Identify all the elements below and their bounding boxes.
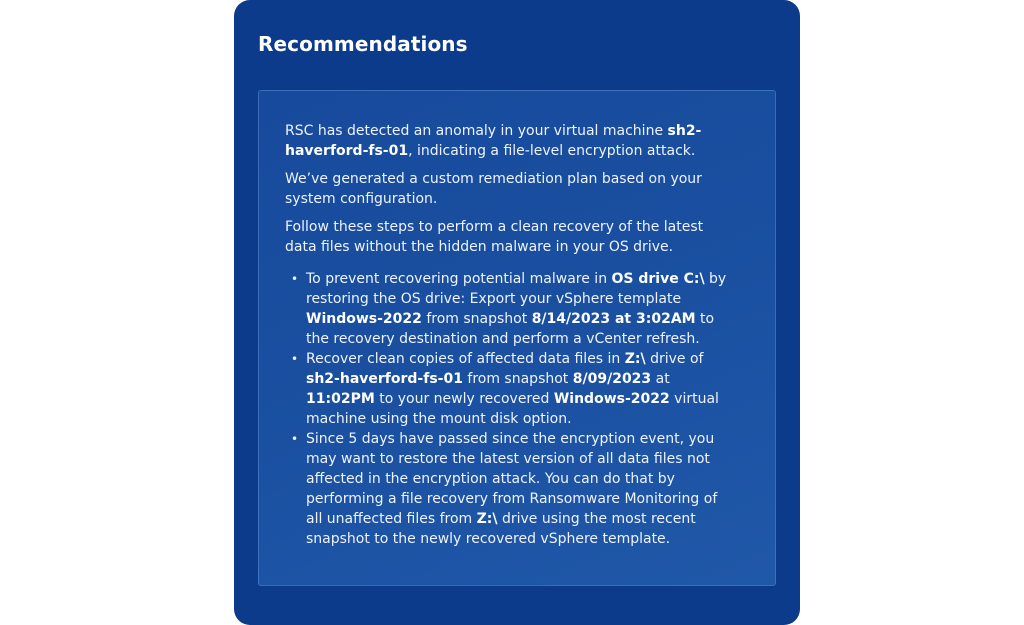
- card-title: Recommendations: [258, 32, 468, 56]
- remediation-steps-list: [285, 269, 735, 549]
- remediation-step-data-files: [285, 349, 735, 429]
- step-text: to the recovery destination and perform a vCenter refresh.: [306, 311, 715, 347]
- step-text: to your newly recovered: [374, 391, 554, 407]
- anomaly-summary: [285, 121, 735, 161]
- vm-name: sh2-haverford-fs-01: [285, 123, 702, 159]
- recommendations-card: [234, 0, 800, 625]
- step-bold-text: 8/14/2023 at 3:02AM: [531, 311, 696, 327]
- step-text: at: [651, 371, 670, 387]
- step-bold-text: 11:02PM: [306, 391, 375, 407]
- step-text: drive using the most recent snapshot to the newly recovered vSphere template.: [306, 511, 696, 547]
- remediation-step-os-drive: [285, 269, 735, 349]
- step-text: virtual machine using the mount disk option.: [306, 391, 719, 427]
- step-text: Since 5 days have passed since the encryption event, you may want to restore the latest version of all data files not affected in the encryption attack. You can do that by performing a file recovery from Ransomware Monitoring of all unaffected files from: [306, 431, 718, 527]
- step-bold-text: Windows-2022: [306, 311, 422, 327]
- remediation-step-unaffected-files: [285, 429, 735, 549]
- step-bold-text: OS drive C:\: [611, 271, 705, 287]
- step-bold-text: sh2-haverford-fs-01: [306, 371, 463, 387]
- step-text: drive of: [645, 351, 704, 367]
- recommendation-panel: [258, 90, 776, 586]
- step-text: Recover clean copies of affected data files in: [306, 351, 625, 367]
- plan-description: We’ve generated a custom remediation plan based on your system configuration.: [285, 171, 702, 207]
- step-bold-text: Windows-2022: [553, 391, 670, 407]
- summary-text-end: , indicating a file-level encryption attack.: [408, 143, 696, 159]
- summary-text-start: RSC has detected an anomaly in your virtual machine: [285, 123, 668, 139]
- bullet-icon: •: [291, 432, 299, 446]
- step-bold-text: 8/09/2023: [572, 371, 652, 387]
- bullet-icon: •: [291, 272, 299, 286]
- step-text: from snapshot: [421, 311, 532, 327]
- steps-intro: Follow these steps to perform a clean recovery of the latest data files without the hidden malware in your OS drive.: [285, 219, 704, 255]
- step-text: To prevent recovering potential malware in: [306, 271, 612, 287]
- step-bold-text: Z:\: [624, 351, 646, 367]
- step-text: from snapshot: [462, 371, 573, 387]
- step-bold-text: Z:\: [476, 511, 498, 527]
- step-text: by restoring the OS drive: Export your vSphere template: [306, 271, 727, 307]
- bullet-icon: •: [291, 352, 299, 366]
